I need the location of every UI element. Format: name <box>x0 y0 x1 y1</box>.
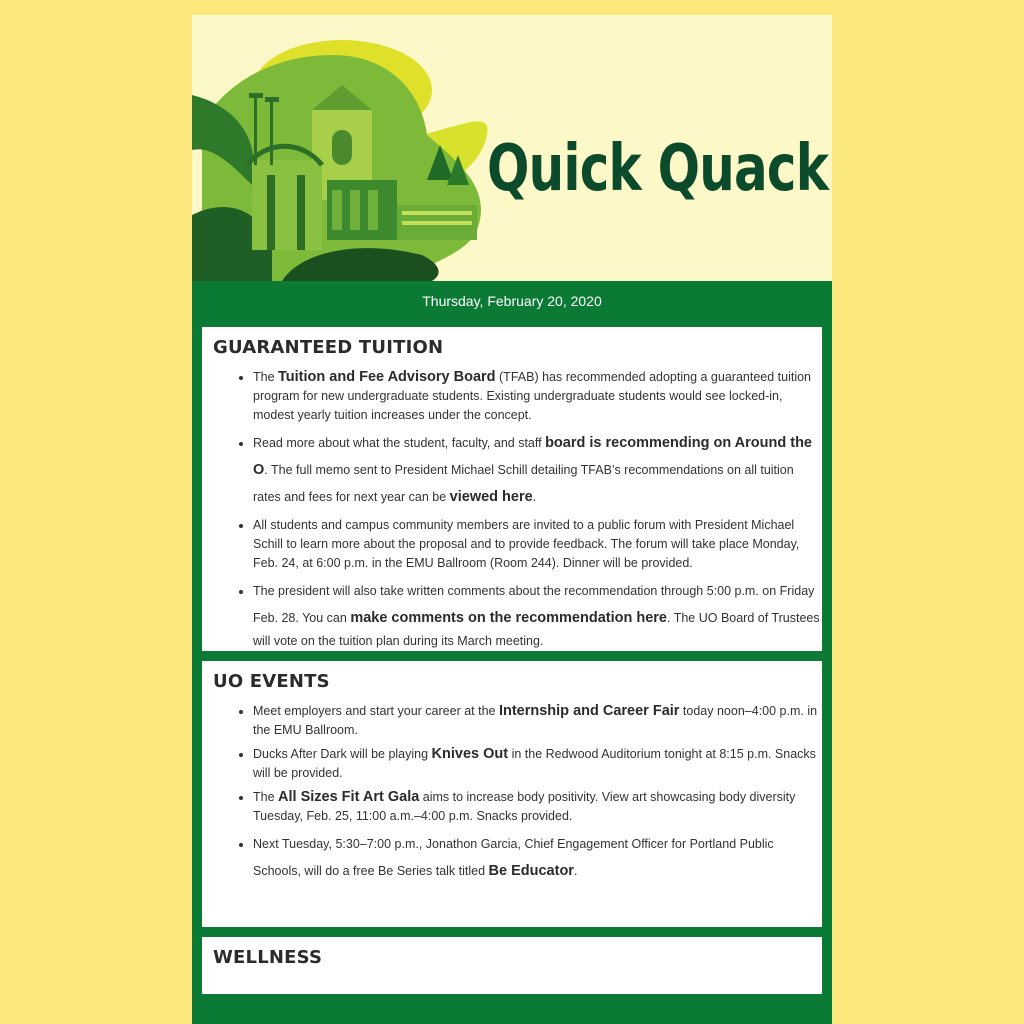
item-text: Ducks After Dark will be playing <box>253 747 432 761</box>
item-text: Next Tuesday, 5:30–7:00 p.m., Jonathon Garcia, Chief Engagement Officer for Portland Public Schools, will do a free Be Series talk titled <box>253 837 774 878</box>
section-heading: WELLNESS <box>213 947 323 968</box>
section-uo-events <box>202 661 822 927</box>
list-item <box>253 430 822 511</box>
tfab-link[interactable]: Tuition and Fee Advisory Board <box>278 369 496 385</box>
item-text: The <box>253 790 279 804</box>
newsletter-email <box>192 15 832 1024</box>
knives-out-link[interactable]: Knives Out <box>431 746 509 762</box>
list-item <box>253 368 822 425</box>
tuition-list <box>213 368 822 651</box>
make-comments-link[interactable]: make comments on the recommendation here <box>350 610 667 626</box>
item-text: today noon–4:00 p.m. in the EMU Ballroom. <box>253 704 818 737</box>
header-banner <box>192 15 832 281</box>
item-text: . <box>532 490 537 504</box>
section-heading: GUARANTEED TUITION <box>213 337 444 358</box>
content-frame <box>192 281 832 1024</box>
career-fair-link[interactable]: Internship and Career Fair <box>498 703 680 719</box>
item-text: aims to increase body positivity. View art showcasing body diversity Tuesday, Feb. 25, 11:00 a.m.–4:00 p.m. Snacks provided. <box>253 790 796 823</box>
item-text: Read more about what the student, faculty, and staff <box>253 436 546 450</box>
list-item <box>253 702 822 740</box>
be-educator-link[interactable]: Be Educator <box>488 863 574 879</box>
art-gala-link[interactable]: All Sizes Fit Art Gala <box>278 789 420 805</box>
section-guaranteed-tuition <box>202 327 822 651</box>
around-the-o-link[interactable]: board is recommending on Around the O <box>253 435 812 478</box>
item-text: The <box>253 370 279 384</box>
list-item <box>253 516 822 573</box>
list-item <box>253 745 822 783</box>
list-item <box>253 831 822 885</box>
item-text: . The full memo sent to President Michael Schill detailing TFAB’s recommendations on all tuition rates and fees for next year can be <box>253 463 794 504</box>
section-heading: UO EVENTS <box>213 671 330 692</box>
events-list <box>213 702 822 885</box>
list-item <box>253 578 822 651</box>
item-text: The president will also take written comments about the recommendation through 5:00 p.m. on Friday Feb. 28. You can <box>253 584 815 625</box>
item-text: All students and campus community members are invited to a public forum with President Michael Schill to learn more about the proposal and to provide feedback. The forum will take place Monday, Feb. 24, at 6:00 p.m. in the EMU Ballroom (Room 244). Dinner will be provided. <box>253 518 800 570</box>
item-text: in the Redwood Auditorium tonight at 8:15 p.m. Snacks will be provided. <box>253 747 816 780</box>
item-text: . The UO Board of Trustees will vote on the tuition plan during its March meeting. <box>253 611 820 648</box>
issue-date: Thursday, February 20, 2020 <box>422 293 602 309</box>
item-text: (TFAB) has recommended adopting a guaranteed tuition program for new undergraduate students. Existing undergraduate students would see locked-in, modest yearly tuition increases under the concept. <box>253 370 812 422</box>
section-wellness <box>202 937 822 994</box>
item-text: Meet employers and start your career at the <box>253 704 499 718</box>
newsletter-title: Quick Quack <box>487 132 829 206</box>
list-item <box>253 788 822 826</box>
item-text: . <box>573 864 578 878</box>
viewed-here-link[interactable]: viewed here <box>449 489 533 505</box>
